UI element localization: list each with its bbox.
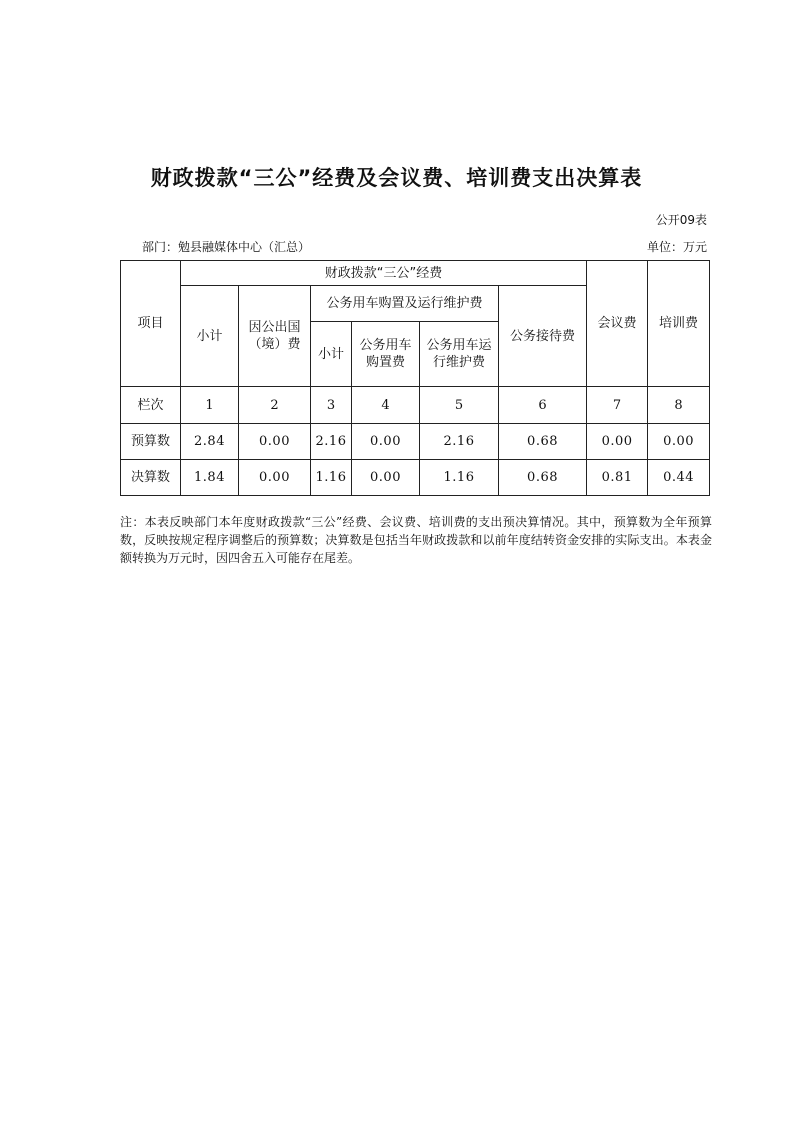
header-item: 项目: [121, 261, 181, 387]
budget-cell: 0.00: [587, 424, 648, 460]
header-vehicle-purchase: 公务用车购置费: [352, 322, 420, 387]
actual-cell: 1.16: [420, 460, 499, 496]
table-row: [121, 460, 710, 496]
department-label: 部门：勉县融媒体中心（汇总）: [142, 240, 311, 254]
column-number: 8: [648, 387, 710, 424]
column-number: 4: [352, 387, 420, 424]
row-label: 决算数: [121, 460, 181, 496]
actual-cell: 0.00: [352, 460, 420, 496]
actual-cell: 0.81: [587, 460, 648, 496]
header-meeting: 会议费: [587, 261, 648, 387]
table-row: [121, 424, 710, 460]
page-title: 财政拨款“三公”经费及会议费、培训费支出决算表: [150, 166, 643, 190]
column-number: 7: [587, 387, 648, 424]
column-number-label: 栏次: [121, 387, 181, 424]
header-fiscal-group: 财政拨款“三公”经费: [181, 261, 587, 286]
budget-cell: 2.16: [311, 424, 352, 460]
budget-cell: 2.84: [181, 424, 239, 460]
actual-cell: 0.68: [499, 460, 587, 496]
header-abroad: 因公出国（境）费: [239, 286, 311, 387]
row-label: 预算数: [121, 424, 181, 460]
budget-cell: 0.00: [239, 424, 311, 460]
column-number: 2: [239, 387, 311, 424]
column-number: 1: [181, 387, 239, 424]
column-number-row: [121, 387, 710, 424]
header-vehicle-subtotal: 小计: [311, 322, 352, 387]
unit-label: 单位：万元: [646, 240, 707, 254]
expenditure-table: [120, 260, 710, 496]
budget-cell: 0.00: [352, 424, 420, 460]
form-number: 公开09表: [655, 213, 707, 227]
actual-cell: 0.00: [239, 460, 311, 496]
actual-cell: 1.16: [311, 460, 352, 496]
column-number: 6: [499, 387, 587, 424]
header-vehicle-group: 公务用车购置及运行维护费: [311, 286, 499, 322]
column-number: 3: [311, 387, 352, 424]
budget-cell: 0.00: [648, 424, 710, 460]
footnote: 注：本表反映部门本年度财政拨款“三公”经费、会议费、培训费的支出预决算情况。其中，预算数为全年预算数，反映按规定程序调整后的预算数；决算数是包括当年财政拨款和以前年度结转资金安排的实际支出。本表金额转换为万元时，因四舍五入可能存在尾差。: [120, 515, 712, 565]
header-training: 培训费: [648, 261, 710, 387]
column-number: 5: [420, 387, 499, 424]
header-reception: 公务接待费: [499, 286, 587, 387]
actual-cell: 0.44: [648, 460, 710, 496]
header-subtotal: 小计: [181, 286, 239, 387]
budget-cell: 0.68: [499, 424, 587, 460]
budget-cell: 2.16: [420, 424, 499, 460]
actual-cell: 1.84: [181, 460, 239, 496]
header-vehicle-operation: 公务用车运行维护费: [420, 322, 499, 387]
